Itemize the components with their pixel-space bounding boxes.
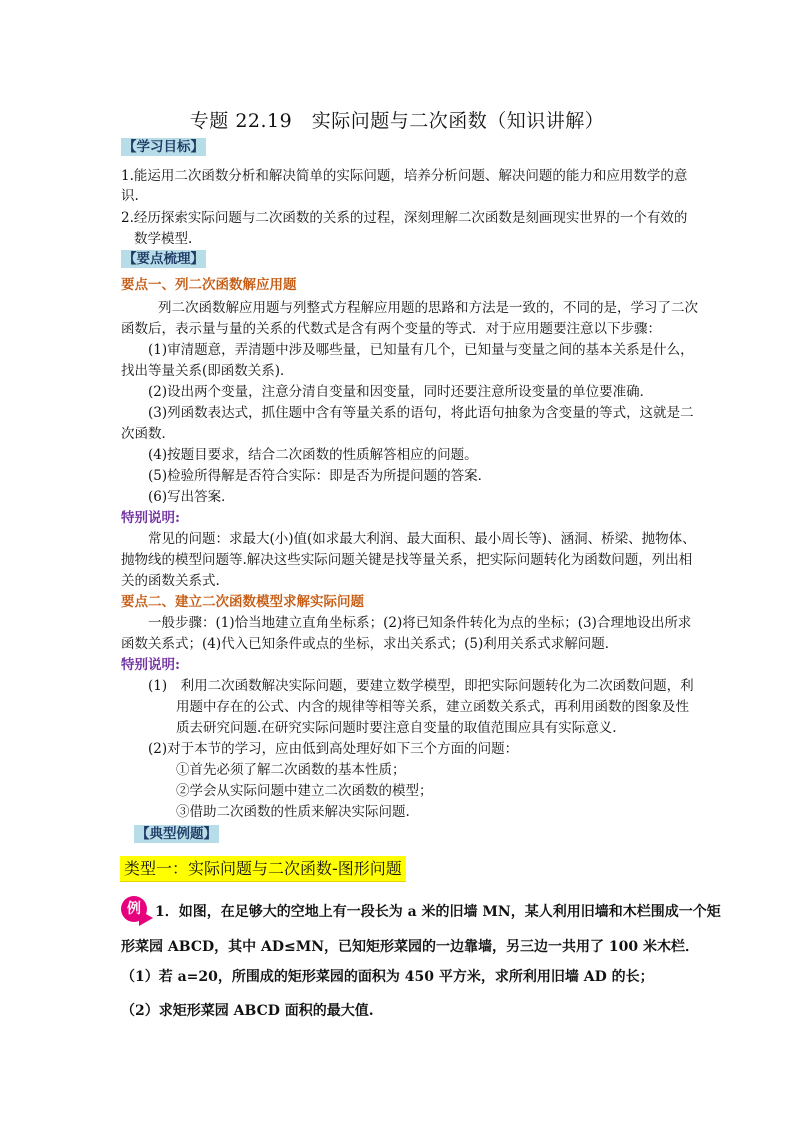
goal-line-3: 2.经历探索实际问题与二次函数的关系的过程，深刻理解二次函数是刻画现实世界的一个有效的 (121, 210, 688, 226)
point1-note-line-3: 关的函数关系式. (121, 573, 220, 589)
point1-line-2: 函数后，表示量与量的关系的代数式是含有两个变量的等式．对于应用题要注意以下步骤： (121, 321, 661, 337)
example-badge-icon (121, 896, 151, 924)
example-line-4: （2）求矩形菜园 ABCD 面积的最大值. (121, 1003, 374, 1019)
point1-line-10: (6)写出答案． (148, 489, 235, 505)
example-badge-char: 例 (127, 901, 141, 917)
type1-label: 类型一：实际问题与二次函数-图形问题 (120, 856, 406, 882)
point2-note-line-6: ②学会从实际问题中建立二次函数的模型； (176, 783, 433, 799)
point2-note-line-5: ①首先必须了解二次函数的基本性质； (176, 762, 406, 778)
point1-heading: 要点一、列二次函数解应用题 (121, 277, 297, 293)
example-line-2: 形菜园 ABCD，其中 AD≤MN，已知矩形菜园的一边靠墙，另三边一共用了 100 米木栏． (121, 939, 699, 955)
point1-note-line-1: 常见的问题：求最大(小)值(如求最大利润、最大面积、最小周长等)、涵洞、桥梁、抛物体、 (148, 531, 696, 547)
point2-heading: 要点二、建立二次函数模型求解实际问题 (121, 594, 364, 610)
point1-line-1: 列二次函数解应用题与列整式方程解应用题的思路和方法是一致的，不同的是，学习了二次 (158, 300, 698, 316)
example-line-3: （1）若 a=20，所围成的矩形菜园的面积为 450 平方米，求所利用旧墙 AD 的长； (121, 969, 654, 985)
point2-note-heading: 特别说明: (121, 657, 180, 673)
section-tag-examples: 【典型例题】 (136, 826, 217, 842)
point1-line-6: (3)列函数表达式，抓住题中含有等量关系的语句，将此语句抽象为含变量的等式，这就是二 (148, 405, 694, 421)
point1-line-9: (5)检验所得解是否符合实际：即是否为所提问题的答案． (148, 468, 492, 484)
point1-line-3: (1)审清题意，弄清题中涉及哪些量，已知量有几个，已知量与变量之间的基本关系是什么， (148, 342, 694, 358)
section-tag-points: 【要点梳理】 (123, 251, 204, 267)
goal-line-2: 识. (121, 188, 139, 204)
point2-line-1: 一般步骤：(1)恰当地建立直角坐标系；(2)将已知条件转化为点的坐标；(3)合理地设出所求 (148, 615, 692, 631)
point1-line-5: (2)设出两个变量，注意分清自变量和因变量，同时还要注意所设变量的单位要准确． (148, 384, 654, 400)
point1-line-7: 次函数． (121, 426, 175, 442)
point1-line-4: 找出等量关系(即函数关系)． (121, 363, 294, 379)
point1-note-line-2: 抛物线的模型问题等.解决这些实际问题关键是找等量关系，把实际问题转化为函数问题，列出相 (121, 552, 693, 568)
goal-line-1: 1.能运用二次函数分析和解决简单的实际问题，培养分析问题、解决问题的能力和应用数学的意 (121, 168, 688, 184)
point2-line-2: 函数关系式；(4)代入已知条件或点的坐标，求出关系式；(5)利用关系式求解问题． (121, 636, 619, 652)
page-title: 专题 22.19 实际问题与二次函数（知识讲解） (189, 110, 605, 132)
point2-note-line-4: (2)对于本节的学习，应由低到高处理好如下三个方面的问题： (148, 741, 519, 757)
point1-note-heading: 特别说明: (121, 510, 180, 526)
section-tag-goals: 【学习目标】 (123, 139, 204, 155)
point1-line-8: (4)按题目要求，结合二次函数的性质解答相应的问题。 (148, 447, 478, 463)
point2-note-line-1: (1) 利用二次函数解决实际问题，要建立数学模型，即把实际问题转化为二次函数问题，利 (148, 678, 694, 694)
point2-note-line-7: ③借助二次函数的性质来解决实际问题. (176, 804, 410, 820)
point2-note-line-3: 质去研究问题.在研究实际问题时要注意自变量的取值范围应具有实际意义. (176, 720, 617, 736)
example-line-1: 1．如图，在足够大的空地上有一段长为 a 米的旧墙 MN，某人利用旧墙和木栏围成一个矩 (155, 904, 721, 920)
point2-note-line-2: 用题中存在的公式、内含的规律等相等关系，建立函数关系式，再利用函数的图象及性 (176, 699, 689, 715)
goal-line-4: 数学模型. (134, 231, 193, 247)
